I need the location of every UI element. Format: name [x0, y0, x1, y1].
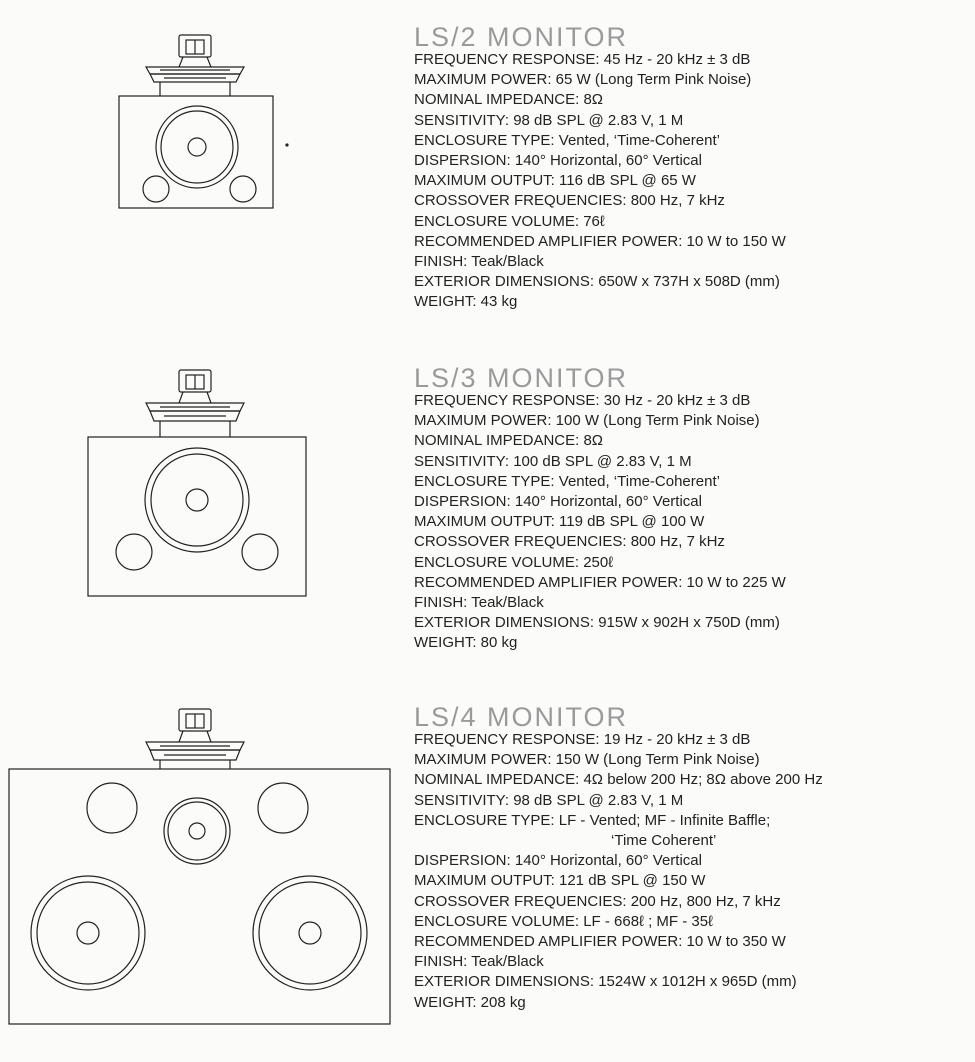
- ls4-port-left-icon: [87, 783, 137, 833]
- spec-line: ENCLOSURE TYPE: Vented, ‘Time-Coherent’: [414, 472, 720, 490]
- ls2-woofer-icon: [156, 106, 238, 188]
- spec-line: MAXIMUM OUTPUT: 119 dB SPL @ 100 W: [414, 513, 705, 531]
- ls4-woofer-right-icon: [253, 876, 367, 990]
- spec-line: CROSSOVER FREQUENCIES: 800 Hz, 7 kHz: [414, 192, 725, 210]
- spec-line: MAXIMUM POWER: 100 W (Long Term Pink Noise): [414, 412, 760, 430]
- ls2-title: LS/2 MONITOR: [414, 22, 629, 52]
- ls4-midrange-icon: [164, 798, 230, 864]
- ls2-port-left-icon: [143, 176, 169, 202]
- spec-line: EXTERIOR DIMENSIONS: 650W x 737H x 508D (mm): [414, 273, 780, 291]
- ls4-port-right-icon: [258, 783, 308, 833]
- spec-line: DISPERSION: 140° Horizontal, 60° Vertical: [414, 852, 702, 870]
- spec-line: MAXIMUM OUTPUT: 121 dB SPL @ 150 W: [414, 872, 706, 890]
- ls3-title: LS/3 MONITOR: [414, 363, 629, 393]
- spec-line: RECOMMENDED AMPLIFIER POWER: 10 W to 150 W: [414, 232, 786, 250]
- spec-line: WEIGHT: 80 kg: [414, 634, 518, 652]
- spec-line: SENSITIVITY: 100 dB SPL @ 2.83 V, 1 M: [414, 452, 692, 470]
- spec-line: MAXIMUM POWER: 150 W (Long Term Pink Noise): [414, 751, 760, 769]
- ls2-port-right-icon: [230, 176, 256, 202]
- ls4-title: LS/4 MONITOR: [414, 702, 629, 732]
- spec-line: DISPERSION: 140° Horizontal, 60° Vertical: [414, 493, 702, 511]
- ls3-port-right-icon: [242, 534, 278, 570]
- spec-line: FREQUENCY RESPONSE: 30 Hz - 20 kHz ± 3 dB: [414, 392, 751, 409]
- spec-line: ENCLOSURE VOLUME: 250ℓ: [414, 553, 614, 571]
- spec-line: EXTERIOR DIMENSIONS: 1524W x 1012H x 965D (mm): [414, 973, 797, 991]
- spec-line: CROSSOVER FREQUENCIES: 800 Hz, 7 kHz: [414, 533, 725, 551]
- ls2-spec-block: [414, 24, 974, 313]
- spec-line: NOMINAL IMPEDANCE: 8Ω: [414, 432, 604, 450]
- spec-line: CROSSOVER FREQUENCIES: 200 Hz, 800 Hz, 7 kHz: [414, 892, 781, 910]
- ls2-cabinet: [119, 96, 273, 208]
- ls3-speaker-diagram: [88, 370, 306, 596]
- spec-line: FINISH: Teak/Black: [414, 594, 544, 612]
- spec-line: FREQUENCY RESPONSE: 19 Hz - 20 kHz ± 3 dB: [414, 731, 751, 748]
- ls2-horn-tweeter-icon: [146, 35, 244, 82]
- spec-line: ENCLOSURE VOLUME: LF - 668ℓ ; MF - 35ℓ: [414, 912, 713, 930]
- spec-line: WEIGHT: 43 kg: [414, 293, 518, 311]
- ls4-horn-tweeter-icon: [146, 709, 244, 760]
- ls3-spec-block: [414, 365, 974, 654]
- spec-line: MAXIMUM POWER: 65 W (Long Term Pink Noise): [414, 71, 752, 89]
- spec-line: SENSITIVITY: 98 dB SPL @ 2.83 V, 1 M: [414, 111, 684, 129]
- spec-line: NOMINAL IMPEDANCE: 8Ω: [414, 91, 604, 109]
- ls3-woofer-icon: [145, 448, 249, 552]
- spec-line: NOMINAL IMPEDANCE: 4Ω below 200 Hz; 8Ω above 200 Hz: [414, 771, 823, 789]
- spec-line: FREQUENCY RESPONSE: 45 Hz - 20 kHz ± 3 dB: [414, 51, 751, 68]
- spec-line: FINISH: Teak/Black: [414, 953, 544, 971]
- spec-line: WEIGHT: 208 kg: [414, 993, 526, 1011]
- spec-line: ‘Time Coherent’: [611, 832, 717, 850]
- ls3-horn-tweeter-icon: [146, 370, 244, 421]
- spec-line: SENSITIVITY: 98 dB SPL @ 2.83 V, 1 M: [414, 791, 684, 809]
- ls3-cabinet: [88, 437, 306, 596]
- spec-line: EXTERIOR DIMENSIONS: 915W x 902H x 750D (mm): [414, 614, 780, 632]
- spec-line: MAXIMUM OUTPUT: 116 dB SPL @ 65 W: [414, 172, 696, 190]
- spec-line: ENCLOSURE TYPE: LF - Vented; MF - Infinite Baffle;: [414, 811, 771, 829]
- ls3-port-left-icon: [116, 534, 152, 570]
- spec-line: RECOMMENDED AMPLIFIER POWER: 10 W to 225 W: [414, 573, 786, 591]
- ls4-woofer-left-icon: [31, 876, 145, 990]
- spec-line: DISPERSION: 140° Horizontal, 60° Vertical: [414, 152, 702, 170]
- spec-line: ENCLOSURE TYPE: Vented, ‘Time-Coherent’: [414, 131, 720, 149]
- ls2-speaker-diagram: [119, 35, 288, 208]
- ls4-spec-block: [414, 704, 974, 1013]
- spec-line: ENCLOSURE VOLUME: 76ℓ: [414, 212, 605, 230]
- spec-line: FINISH: Teak/Black: [414, 253, 544, 271]
- spec-line: RECOMMENDED AMPLIFIER POWER: 10 W to 350 W: [414, 933, 786, 951]
- ls4-speaker-diagram: [9, 709, 390, 1024]
